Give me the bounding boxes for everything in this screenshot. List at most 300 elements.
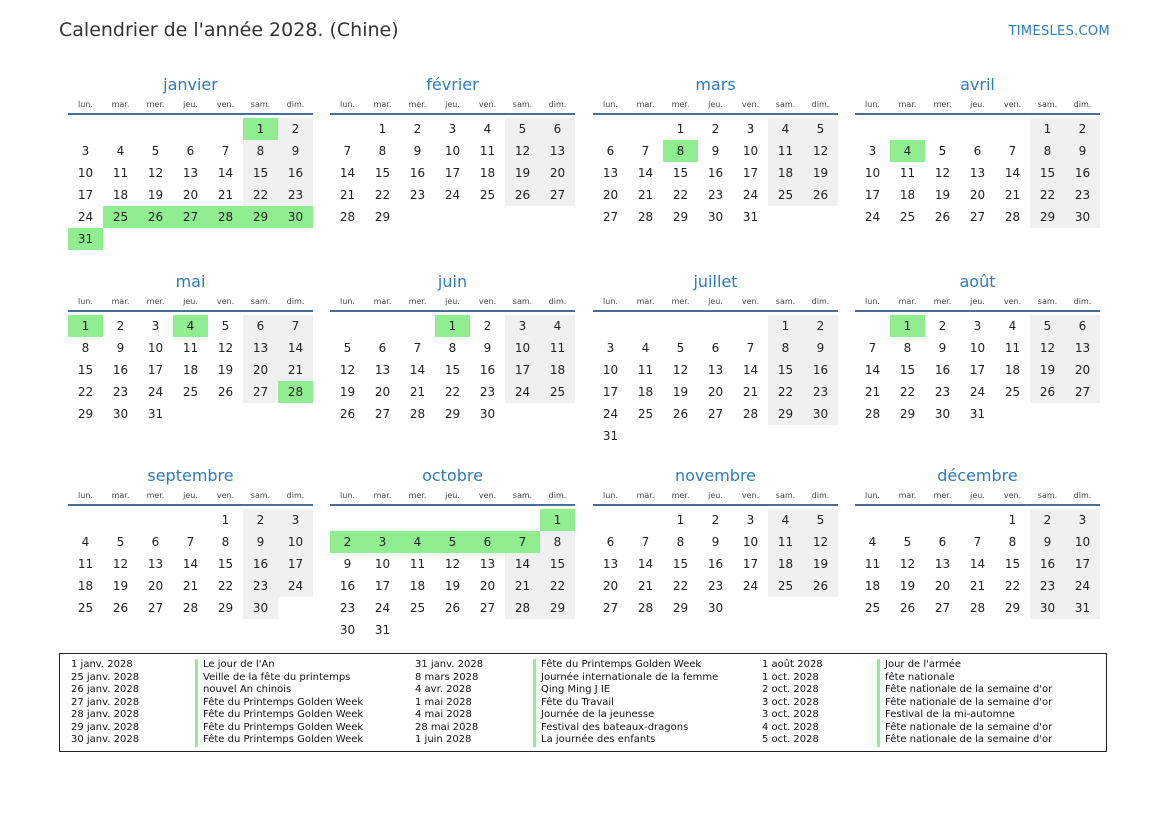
- day-cell[interactable]: 20: [147, 579, 164, 593]
- day-cell[interactable]: 28: [864, 407, 881, 421]
- day-cell[interactable]: 20: [182, 188, 199, 202]
- day-cell[interactable]: 13: [479, 557, 496, 571]
- day-cell[interactable]: 14: [505, 553, 540, 575]
- day-cell[interactable]: 30: [278, 206, 313, 228]
- day-cell[interactable]: 12: [803, 531, 838, 553]
- day-cell[interactable]: 29: [217, 601, 234, 615]
- day-cell[interactable]: 8: [243, 140, 278, 162]
- day-cell[interactable]: 23: [1065, 184, 1100, 206]
- day-cell[interactable]: 28: [182, 601, 199, 615]
- day-cell[interactable]: 16: [479, 363, 496, 377]
- day-cell[interactable]: 12: [147, 166, 164, 180]
- day-cell[interactable]: 4: [483, 122, 492, 136]
- day-cell[interactable]: 17: [864, 188, 881, 202]
- day-cell[interactable]: 21: [864, 385, 881, 399]
- day-cell[interactable]: 27: [602, 601, 619, 615]
- day-cell[interactable]: 25: [768, 575, 803, 597]
- day-cell[interactable]: 23: [803, 381, 838, 403]
- day-cell[interactable]: 27: [147, 601, 164, 615]
- day-cell[interactable]: 3: [81, 144, 90, 158]
- day-cell[interactable]: 26: [112, 601, 129, 615]
- day-cell[interactable]: 11: [899, 166, 916, 180]
- day-cell[interactable]: 11: [479, 144, 496, 158]
- day-cell[interactable]: 14: [742, 363, 759, 377]
- day-cell[interactable]: 6: [938, 535, 947, 549]
- day-cell[interactable]: 8: [1008, 535, 1017, 549]
- day-cell[interactable]: 12: [339, 363, 356, 377]
- day-cell[interactable]: 1: [676, 513, 685, 527]
- day-cell[interactable]: 1: [890, 315, 925, 337]
- day-cell[interactable]: 12: [899, 557, 916, 571]
- day-cell[interactable]: 22: [540, 575, 575, 597]
- day-cell[interactable]: 7: [413, 341, 422, 355]
- day-cell[interactable]: 4: [81, 535, 90, 549]
- day-cell[interactable]: 2: [116, 319, 125, 333]
- day-cell[interactable]: 25: [864, 601, 881, 615]
- day-cell[interactable]: 11: [112, 166, 129, 180]
- day-cell[interactable]: 1: [1008, 513, 1017, 527]
- day-cell[interactable]: 2: [1065, 118, 1100, 140]
- day-cell[interactable]: 10: [505, 337, 540, 359]
- day-cell[interactable]: 10: [147, 341, 164, 355]
- day-cell[interactable]: 17: [1065, 553, 1100, 575]
- day-cell[interactable]: 20: [602, 579, 619, 593]
- day-cell[interactable]: 25: [540, 381, 575, 403]
- day-cell[interactable]: 6: [1065, 315, 1100, 337]
- day-cell[interactable]: 23: [112, 385, 129, 399]
- day-cell[interactable]: 19: [934, 188, 951, 202]
- day-cell[interactable]: 3: [746, 122, 755, 136]
- day-cell[interactable]: 30: [112, 407, 129, 421]
- day-cell[interactable]: 4: [768, 509, 803, 531]
- day-cell[interactable]: 12: [444, 557, 461, 571]
- day-cell[interactable]: 22: [1030, 184, 1065, 206]
- day-cell[interactable]: 15: [1030, 162, 1065, 184]
- day-cell[interactable]: 13: [934, 557, 951, 571]
- day-cell[interactable]: 4: [890, 140, 925, 162]
- day-cell[interactable]: 11: [768, 140, 803, 162]
- day-cell[interactable]: 19: [1030, 359, 1065, 381]
- day-cell[interactable]: 14: [217, 166, 234, 180]
- day-cell[interactable]: 2: [483, 319, 492, 333]
- day-cell[interactable]: 27: [1065, 381, 1100, 403]
- day-cell[interactable]: 22: [444, 385, 461, 399]
- day-cell[interactable]: 19: [505, 162, 540, 184]
- day-cell[interactable]: 11: [77, 557, 94, 571]
- day-cell[interactable]: 26: [803, 184, 838, 206]
- day-cell[interactable]: 1: [378, 122, 387, 136]
- day-cell[interactable]: 16: [707, 557, 724, 571]
- day-cell[interactable]: 24: [77, 210, 94, 224]
- day-cell[interactable]: 9: [711, 535, 720, 549]
- day-cell[interactable]: 6: [606, 144, 615, 158]
- day-cell[interactable]: 23: [278, 184, 313, 206]
- day-cell[interactable]: 5: [435, 531, 470, 553]
- day-cell[interactable]: 24: [742, 579, 759, 593]
- day-cell[interactable]: 3: [606, 341, 615, 355]
- day-cell[interactable]: 13: [374, 363, 391, 377]
- day-cell[interactable]: 13: [243, 337, 278, 359]
- day-cell[interactable]: 21: [742, 385, 759, 399]
- day-cell[interactable]: 10: [1065, 531, 1100, 553]
- day-cell[interactable]: 14: [637, 166, 654, 180]
- day-cell[interactable]: 31: [742, 210, 759, 224]
- day-cell[interactable]: 18: [1004, 363, 1021, 377]
- day-cell[interactable]: 29: [899, 407, 916, 421]
- day-cell[interactable]: 8: [768, 337, 803, 359]
- day-cell[interactable]: 29: [1030, 206, 1065, 228]
- day-cell[interactable]: 27: [479, 601, 496, 615]
- day-cell[interactable]: 7: [186, 535, 195, 549]
- day-cell[interactable]: 31: [969, 407, 986, 421]
- day-cell[interactable]: 5: [151, 144, 160, 158]
- day-cell[interactable]: 15: [374, 166, 391, 180]
- day-cell[interactable]: 7: [505, 531, 540, 553]
- day-cell[interactable]: 14: [1004, 166, 1021, 180]
- day-cell[interactable]: 22: [243, 184, 278, 206]
- day-cell[interactable]: 2: [1030, 509, 1065, 531]
- day-cell[interactable]: 20: [540, 162, 575, 184]
- day-cell[interactable]: 6: [540, 118, 575, 140]
- day-cell[interactable]: 29: [672, 210, 689, 224]
- day-cell[interactable]: 12: [505, 140, 540, 162]
- day-cell[interactable]: 31: [1065, 597, 1100, 619]
- day-cell[interactable]: 13: [147, 557, 164, 571]
- day-cell[interactable]: 15: [768, 359, 803, 381]
- day-cell[interactable]: 16: [707, 166, 724, 180]
- day-cell[interactable]: 30: [339, 623, 356, 637]
- day-cell[interactable]: 13: [602, 166, 619, 180]
- day-cell[interactable]: 31: [147, 407, 164, 421]
- day-cell[interactable]: 16: [1065, 162, 1100, 184]
- day-cell[interactable]: 27: [173, 206, 208, 228]
- day-cell[interactable]: 21: [505, 575, 540, 597]
- day-cell[interactable]: 26: [672, 407, 689, 421]
- day-cell[interactable]: 5: [803, 118, 838, 140]
- day-cell[interactable]: 5: [116, 535, 125, 549]
- day-cell[interactable]: 25: [637, 407, 654, 421]
- day-cell[interactable]: 25: [182, 385, 199, 399]
- day-cell[interactable]: 3: [973, 319, 982, 333]
- day-cell[interactable]: 3: [448, 122, 457, 136]
- day-cell[interactable]: 10: [77, 166, 94, 180]
- day-cell[interactable]: 9: [1065, 140, 1100, 162]
- day-cell[interactable]: 8: [81, 341, 90, 355]
- day-cell[interactable]: 11: [409, 557, 426, 571]
- day-cell[interactable]: 18: [768, 162, 803, 184]
- day-cell[interactable]: 21: [637, 188, 654, 202]
- day-cell[interactable]: 28: [637, 601, 654, 615]
- day-cell[interactable]: 7: [221, 144, 230, 158]
- day-cell[interactable]: 24: [602, 407, 619, 421]
- day-cell[interactable]: 7: [1008, 144, 1017, 158]
- day-cell[interactable]: 25: [1004, 385, 1021, 399]
- day-cell[interactable]: 12: [1030, 337, 1065, 359]
- day-cell[interactable]: 21: [1004, 188, 1021, 202]
- day-cell[interactable]: 26: [339, 407, 356, 421]
- day-cell[interactable]: 5: [1030, 315, 1065, 337]
- day-cell[interactable]: 13: [182, 166, 199, 180]
- day-cell[interactable]: 10: [374, 557, 391, 571]
- day-cell[interactable]: 15: [899, 363, 916, 377]
- day-cell[interactable]: 9: [243, 531, 278, 553]
- day-cell[interactable]: 19: [339, 385, 356, 399]
- day-cell[interactable]: 19: [112, 579, 129, 593]
- day-cell[interactable]: 29: [444, 407, 461, 421]
- day-cell[interactable]: 14: [278, 337, 313, 359]
- day-cell[interactable]: 3: [151, 319, 160, 333]
- day-cell[interactable]: 25: [409, 601, 426, 615]
- day-cell[interactable]: 10: [742, 535, 759, 549]
- day-cell[interactable]: 7: [641, 535, 650, 549]
- day-cell[interactable]: 9: [803, 337, 838, 359]
- day-cell[interactable]: 18: [637, 385, 654, 399]
- day-cell[interactable]: 6: [606, 535, 615, 549]
- day-cell[interactable]: 24: [374, 601, 391, 615]
- day-cell[interactable]: 13: [707, 363, 724, 377]
- day-cell[interactable]: 30: [803, 403, 838, 425]
- day-cell[interactable]: 15: [243, 162, 278, 184]
- day-cell[interactable]: 16: [409, 166, 426, 180]
- day-cell[interactable]: 21: [182, 579, 199, 593]
- day-cell[interactable]: 1: [768, 315, 803, 337]
- day-cell[interactable]: 10: [278, 531, 313, 553]
- day-cell[interactable]: 20: [243, 359, 278, 381]
- day-cell[interactable]: 1: [221, 513, 230, 527]
- day-cell[interactable]: 1: [68, 315, 103, 337]
- day-cell[interactable]: 15: [77, 363, 94, 377]
- day-cell[interactable]: 19: [147, 188, 164, 202]
- day-cell[interactable]: 9: [938, 341, 947, 355]
- day-cell[interactable]: 24: [969, 385, 986, 399]
- day-cell[interactable]: 6: [711, 341, 720, 355]
- day-cell[interactable]: 26: [899, 601, 916, 615]
- day-cell[interactable]: 13: [1065, 337, 1100, 359]
- day-cell[interactable]: 12: [112, 557, 129, 571]
- day-cell[interactable]: 26: [138, 206, 173, 228]
- day-cell[interactable]: 25: [768, 184, 803, 206]
- day-cell[interactable]: 14: [182, 557, 199, 571]
- day-cell[interactable]: 18: [112, 188, 129, 202]
- day-cell[interactable]: 24: [444, 188, 461, 202]
- day-cell[interactable]: 25: [103, 206, 138, 228]
- day-cell[interactable]: 8: [663, 140, 698, 162]
- day-cell[interactable]: 11: [1004, 341, 1021, 355]
- day-cell[interactable]: 9: [1030, 531, 1065, 553]
- day-cell[interactable]: 12: [217, 341, 234, 355]
- day-cell[interactable]: 27: [374, 407, 391, 421]
- day-cell[interactable]: 26: [505, 184, 540, 206]
- day-cell[interactable]: 16: [1030, 553, 1065, 575]
- day-cell[interactable]: 9: [413, 144, 422, 158]
- day-cell[interactable]: 7: [973, 535, 982, 549]
- day-cell[interactable]: 12: [672, 363, 689, 377]
- day-cell[interactable]: 6: [470, 531, 505, 553]
- day-cell[interactable]: 19: [803, 162, 838, 184]
- day-cell[interactable]: 30: [479, 407, 496, 421]
- day-cell[interactable]: 17: [505, 359, 540, 381]
- day-cell[interactable]: 2: [711, 122, 720, 136]
- day-cell[interactable]: 2: [711, 513, 720, 527]
- day-cell[interactable]: 5: [938, 144, 947, 158]
- day-cell[interactable]: 20: [1065, 359, 1100, 381]
- day-cell[interactable]: 17: [374, 579, 391, 593]
- day-cell[interactable]: 1: [1030, 118, 1065, 140]
- day-cell[interactable]: 28: [208, 206, 243, 228]
- day-cell[interactable]: 19: [672, 385, 689, 399]
- day-cell[interactable]: 19: [803, 553, 838, 575]
- day-cell[interactable]: 14: [339, 166, 356, 180]
- day-cell[interactable]: 9: [116, 341, 125, 355]
- day-cell[interactable]: 22: [672, 579, 689, 593]
- day-cell[interactable]: 15: [540, 553, 575, 575]
- day-cell[interactable]: 3: [278, 509, 313, 531]
- day-cell[interactable]: 11: [637, 363, 654, 377]
- day-cell[interactable]: 10: [969, 341, 986, 355]
- day-cell[interactable]: 23: [409, 188, 426, 202]
- day-cell[interactable]: 27: [707, 407, 724, 421]
- day-cell[interactable]: 1: [243, 118, 278, 140]
- day-cell[interactable]: 27: [602, 210, 619, 224]
- day-cell[interactable]: 28: [409, 407, 426, 421]
- day-cell[interactable]: 12: [803, 140, 838, 162]
- day-cell[interactable]: 28: [1004, 210, 1021, 224]
- day-cell[interactable]: 23: [243, 575, 278, 597]
- day-cell[interactable]: 8: [448, 341, 457, 355]
- day-cell[interactable]: 28: [278, 381, 313, 403]
- day-cell[interactable]: 27: [969, 210, 986, 224]
- day-cell[interactable]: 18: [864, 579, 881, 593]
- day-cell[interactable]: 11: [864, 557, 881, 571]
- day-cell[interactable]: 2: [330, 531, 365, 553]
- day-cell[interactable]: 18: [182, 363, 199, 377]
- day-cell[interactable]: 14: [864, 363, 881, 377]
- day-cell[interactable]: 7: [343, 144, 352, 158]
- day-cell[interactable]: 30: [934, 407, 951, 421]
- day-cell[interactable]: 30: [243, 597, 278, 619]
- day-cell[interactable]: 23: [707, 579, 724, 593]
- day-cell[interactable]: 5: [343, 341, 352, 355]
- day-cell[interactable]: 8: [676, 535, 685, 549]
- day-cell[interactable]: 29: [243, 206, 278, 228]
- day-cell[interactable]: 23: [479, 385, 496, 399]
- day-cell[interactable]: 4: [641, 341, 650, 355]
- day-cell[interactable]: 17: [147, 363, 164, 377]
- day-cell[interactable]: 23: [707, 188, 724, 202]
- day-cell[interactable]: 21: [637, 579, 654, 593]
- day-cell[interactable]: 17: [742, 166, 759, 180]
- day-cell[interactable]: 24: [864, 210, 881, 224]
- day-cell[interactable]: 18: [540, 359, 575, 381]
- day-cell[interactable]: 2: [938, 319, 947, 333]
- day-cell[interactable]: 13: [540, 140, 575, 162]
- day-cell[interactable]: 10: [864, 166, 881, 180]
- day-cell[interactable]: 8: [540, 531, 575, 553]
- day-cell[interactable]: 17: [969, 363, 986, 377]
- day-cell[interactable]: 25: [899, 210, 916, 224]
- day-cell[interactable]: 24: [505, 381, 540, 403]
- day-cell[interactable]: 3: [365, 531, 400, 553]
- day-cell[interactable]: 24: [147, 385, 164, 399]
- day-cell[interactable]: 10: [602, 363, 619, 377]
- day-cell[interactable]: 5: [803, 509, 838, 531]
- day-cell[interactable]: 6: [151, 535, 160, 549]
- day-cell[interactable]: 19: [217, 363, 234, 377]
- day-cell[interactable]: 30: [1030, 597, 1065, 619]
- day-cell[interactable]: 21: [969, 579, 986, 593]
- day-cell[interactable]: 15: [672, 166, 689, 180]
- day-cell[interactable]: 16: [803, 359, 838, 381]
- day-cell[interactable]: 4: [1008, 319, 1017, 333]
- day-cell[interactable]: 4: [868, 535, 877, 549]
- day-cell[interactable]: 25: [479, 188, 496, 202]
- day-cell[interactable]: 1: [540, 509, 575, 531]
- day-cell[interactable]: 19: [444, 579, 461, 593]
- day-cell[interactable]: 20: [374, 385, 391, 399]
- day-cell[interactable]: 20: [602, 188, 619, 202]
- day-cell[interactable]: 3: [868, 144, 877, 158]
- day-cell[interactable]: 20: [479, 579, 496, 593]
- day-cell[interactable]: 19: [899, 579, 916, 593]
- day-cell[interactable]: 17: [742, 557, 759, 571]
- day-cell[interactable]: 6: [378, 341, 387, 355]
- day-cell[interactable]: 17: [602, 385, 619, 399]
- day-cell[interactable]: 26: [444, 601, 461, 615]
- day-cell[interactable]: 8: [903, 341, 912, 355]
- day-cell[interactable]: 4: [540, 315, 575, 337]
- day-cell[interactable]: 29: [374, 210, 391, 224]
- day-cell[interactable]: 24: [1065, 575, 1100, 597]
- day-cell[interactable]: 9: [343, 557, 352, 571]
- day-cell[interactable]: 27: [243, 381, 278, 403]
- day-cell[interactable]: 7: [641, 144, 650, 158]
- day-cell[interactable]: 15: [217, 557, 234, 571]
- day-cell[interactable]: 30: [707, 210, 724, 224]
- day-cell[interactable]: 3: [1065, 509, 1100, 531]
- day-cell[interactable]: 16: [278, 162, 313, 184]
- day-cell[interactable]: 29: [1004, 601, 1021, 615]
- day-cell[interactable]: 15: [1004, 557, 1021, 571]
- day-cell[interactable]: 22: [768, 381, 803, 403]
- day-cell[interactable]: 26: [217, 385, 234, 399]
- day-cell[interactable]: 13: [602, 557, 619, 571]
- day-cell[interactable]: 17: [444, 166, 461, 180]
- day-cell[interactable]: 4: [116, 144, 125, 158]
- day-cell[interactable]: 3: [746, 513, 755, 527]
- day-cell[interactable]: 31: [374, 623, 391, 637]
- day-cell[interactable]: 18: [899, 188, 916, 202]
- day-cell[interactable]: 11: [768, 531, 803, 553]
- day-cell[interactable]: 17: [77, 188, 94, 202]
- day-cell[interactable]: 17: [278, 553, 313, 575]
- day-cell[interactable]: 5: [221, 319, 230, 333]
- day-cell[interactable]: 21: [217, 188, 234, 202]
- day-cell[interactable]: 5: [676, 341, 685, 355]
- day-cell[interactable]: 6: [186, 144, 195, 158]
- day-cell[interactable]: 21: [339, 188, 356, 202]
- day-cell[interactable]: 16: [934, 363, 951, 377]
- day-cell[interactable]: 14: [969, 557, 986, 571]
- day-cell[interactable]: 1: [435, 315, 470, 337]
- day-cell[interactable]: 9: [483, 341, 492, 355]
- day-cell[interactable]: 8: [221, 535, 230, 549]
- day-cell[interactable]: 5: [505, 118, 540, 140]
- day-cell[interactable]: 16: [243, 553, 278, 575]
- day-cell[interactable]: 16: [112, 363, 129, 377]
- day-cell[interactable]: 22: [1004, 579, 1021, 593]
- day-cell[interactable]: 27: [934, 601, 951, 615]
- day-cell[interactable]: 14: [409, 363, 426, 377]
